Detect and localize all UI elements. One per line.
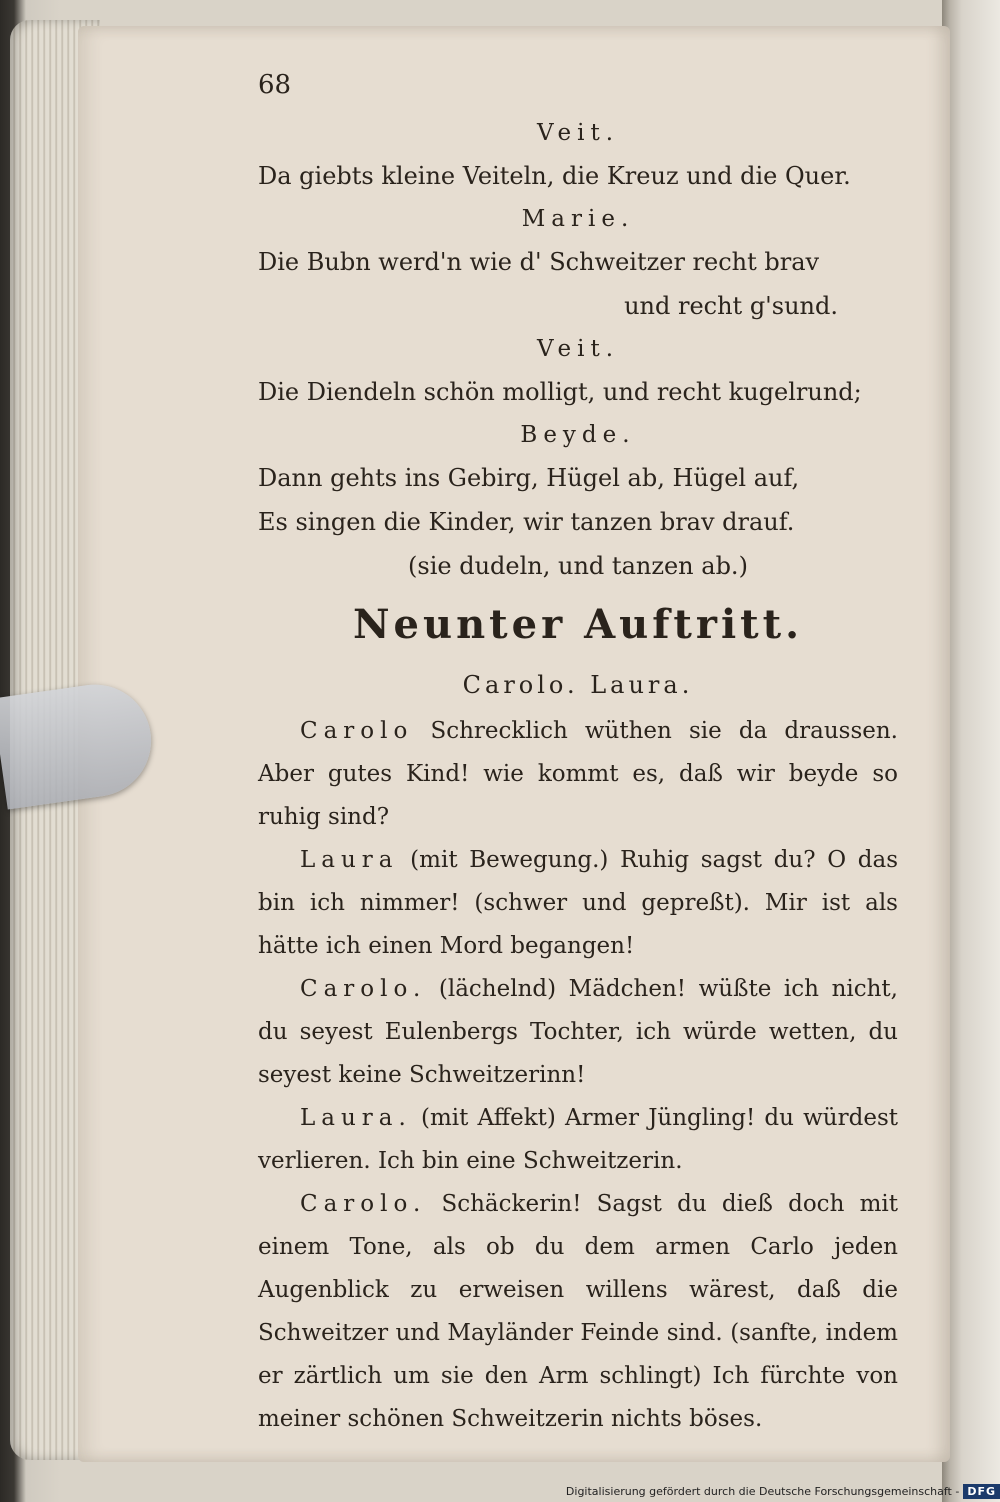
speaker-label: Veit.	[536, 336, 620, 362]
dialogue-paragraph	[258, 1097, 898, 1183]
page-number: 68	[258, 70, 292, 100]
speaker-name: Laura	[300, 847, 399, 873]
page-text	[258, 112, 898, 1441]
speaker-name: Carolo.	[300, 1191, 427, 1217]
stage-direction: (sie dudeln, und tanzen ab.)	[408, 552, 748, 580]
book-right-edge	[942, 0, 1000, 1502]
dialogue-text: (mit Affekt) Armer Jüngling! du würdest verlieren. Ich bin eine Schweitzerin.	[258, 1105, 898, 1174]
dialogue-text: (mit Bewegung.) Ruhig sagst du? O das bin ich nimmer! (schwer und gepreßt). Mir ist als hätte ich einen Mord begangen!	[258, 847, 898, 959]
verse-line: Die Diendeln schön molligt, und recht kugelrund;	[258, 378, 862, 406]
scene-heading: Neunter Auftritt.	[352, 601, 804, 648]
verse-line: Es singen die Kinder, wir tanzen brav drauf.	[258, 508, 795, 536]
speaker-label: Veit.	[536, 120, 620, 146]
dialogue-paragraph	[258, 968, 898, 1097]
verse-line: und recht g'sund.	[624, 292, 838, 320]
dialogue-paragraph	[258, 1183, 898, 1441]
speaker-name: Carolo	[300, 718, 414, 744]
dialogue-paragraph	[258, 710, 898, 839]
speaker-name: Carolo.	[300, 976, 427, 1002]
verse-line: Dann gehts ins Gebirg, Hügel ab, Hügel auf,	[258, 464, 800, 492]
dfg-logo: DFG	[963, 1484, 1000, 1499]
verse-line: Da giebts kleine Veiteln, die Kreuz und die Quer.	[258, 162, 851, 190]
verse-line: Die Bubn werd'n wie d' Schweitzer recht brav	[258, 248, 820, 276]
dialogue-text: Schäckerin! Sagst du dieß doch mit einem Tone, als ob du dem armen Carlo jeden Augenblick zu erweisen willens wärest, daß die Schweitzer und Mayländer Feinde sind. (sanfte, indem er zärtlich um sie den Arm schlingt) Ich fürchte von meiner schönen Schweitzerin nichts böses.	[258, 1191, 898, 1432]
dialogue-text: Schrecklich wüthen sie da draussen. Aber gutes Kind! wie kommt es, daß wir beyde so ruhig sind?	[258, 718, 898, 830]
dialogue	[258, 710, 898, 1441]
speaker-label: Beyde.	[520, 422, 636, 448]
scene-characters: Carolo. Laura.	[462, 671, 694, 699]
credit-text: Digitalisierung gefördert durch die Deutsche Forschungsgemeinschaft -	[565, 1484, 960, 1498]
speaker-name: Laura.	[300, 1105, 412, 1131]
speaker-label: Marie.	[521, 206, 635, 232]
dialogue-paragraph	[258, 839, 898, 968]
dialogue-text: (lächelnd) Mädchen! wüßte ich nicht, du seyest Eulenbergs Tochter, ich würde wetten, du seyest keine Schweitzerinn!	[258, 976, 898, 1088]
digitization-credit	[565, 1481, 1000, 1501]
